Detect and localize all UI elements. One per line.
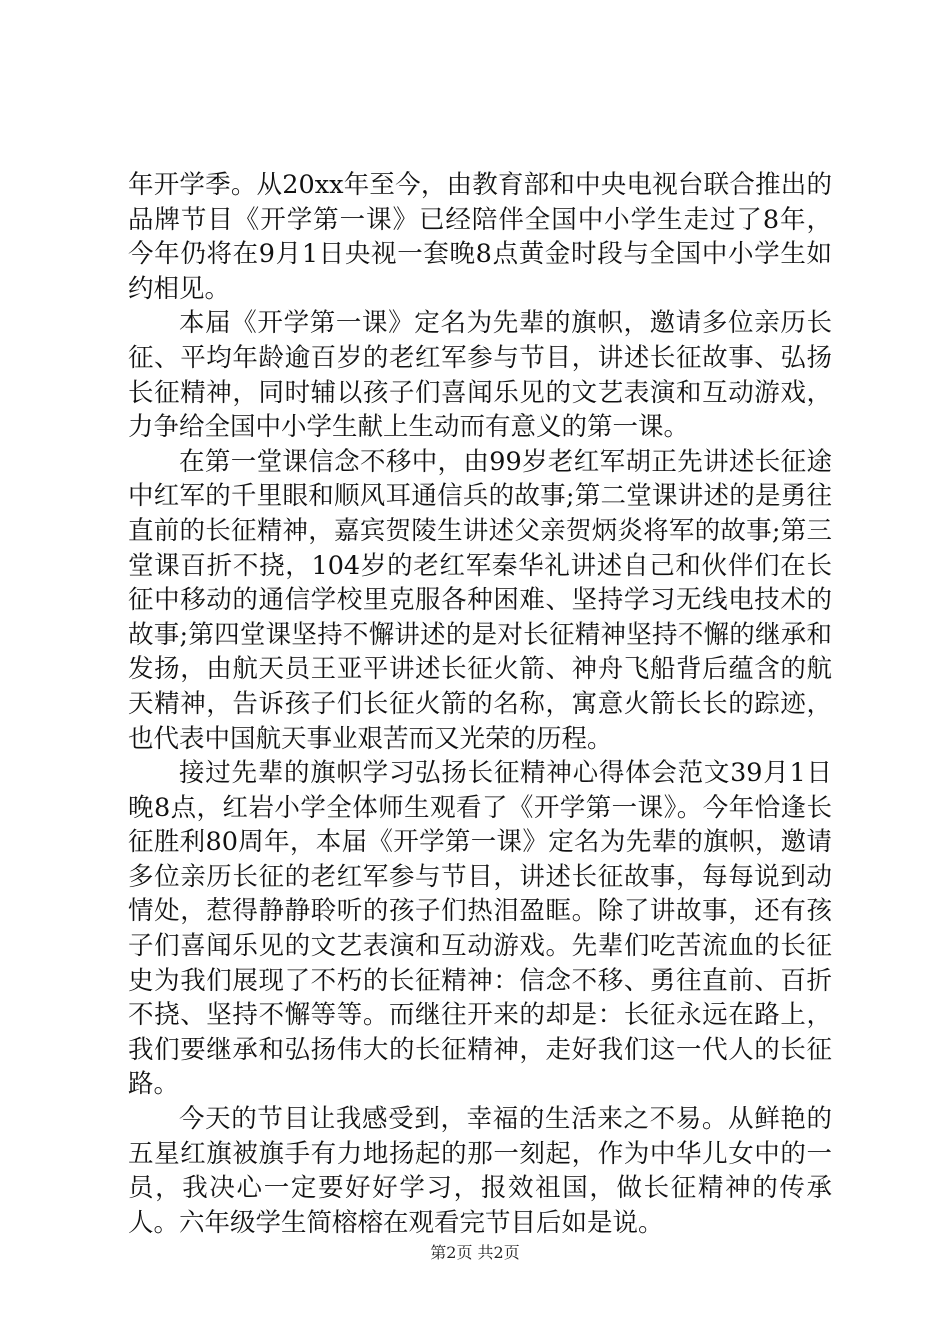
paragraph-program-intro: 本届《开学第一课》定名为先辈的旗帜，邀请多位亲历长征、平均年龄逾百岁的老红军参与节目，讲述长征故事、弘扬长征精神，同时辅以孩子们喜闻乐见的文艺表演和互动游戏，力争给全国中小学生献上生动而有意义的第一课。 — [128, 308, 832, 443]
paragraph-school-viewing: 接过先辈的旗帜学习弘扬长征精神心得体会范文39月1日晚8点，红岩小学全体师生观看了《开学第一课》。今年恰逢长征胜利80周年，本届《开学第一课》定名为先辈的旗帜，邀请多位亲历长征的老红军参与节目，讲述长征故事，每每说到动情处，惹得静静聆听的孩子们热泪盈眶。除了讲故事，还有孩子们喜闻乐见的文艺表演和互动游戏。先辈们吃苦流血的长征史为我们展现了不朽的长征精神：信念不移、勇往直前、百折不挠、坚持不懈等等。而继往开来的却是：长征永远在路上，我们要继承和弘扬伟大的长征精神，走好我们这一代人的长征路。 — [128, 758, 832, 1100]
paragraph-student-quote: 今天的节目让我感受到，幸福的生活来之不易。从鲜艳的五星红旗被旗手有力地扬起的那一刻起，作为中华儿女中的一员，我决心一定要好好学习，报效祖国，做长征精神的传承人。六年级学生简榕榕在观看完节目后如是说。 — [128, 1104, 832, 1238]
paragraph-continuation: 年开学季。从20xx年至今，由教育部和中央电视台联合推出的品牌节目《开学第一课》已经陪伴全国中小学生走过了8年，今年仍将在9月1日央视一套晚8点黄金时段与全国中小学生如约相见。 — [128, 170, 832, 304]
page-footer: 第2页 共2页 — [430, 1243, 520, 1262]
document-body — [128, 168, 832, 1240]
paragraph-lessons: 在第一堂课信念不移中，由99岁老红军胡正先讲述长征途中红军的千里眼和顺风耳通信兵的故事;第二堂课讲述的是勇往直前的长征精神，嘉宾贺陵生讲述父亲贺炳炎将军的故事;第三堂课百折不挠，104岁的老红军秦华礼讲述自己和伙伴们在长征中移动的通信学校里克服各种困难、坚持学习无线电技术的故事;第四堂课坚持不懈讲述的是对长征精神坚持不懈的继承和发扬，由航天员王亚平讲述长征火箭、神舟飞船背后蕴含的航天精神，告诉孩子们长征火箭的名称，寓意火箭长长的踪迹，也代表中国航天事业艰苦而又光荣的历程。 — [128, 446, 832, 754]
